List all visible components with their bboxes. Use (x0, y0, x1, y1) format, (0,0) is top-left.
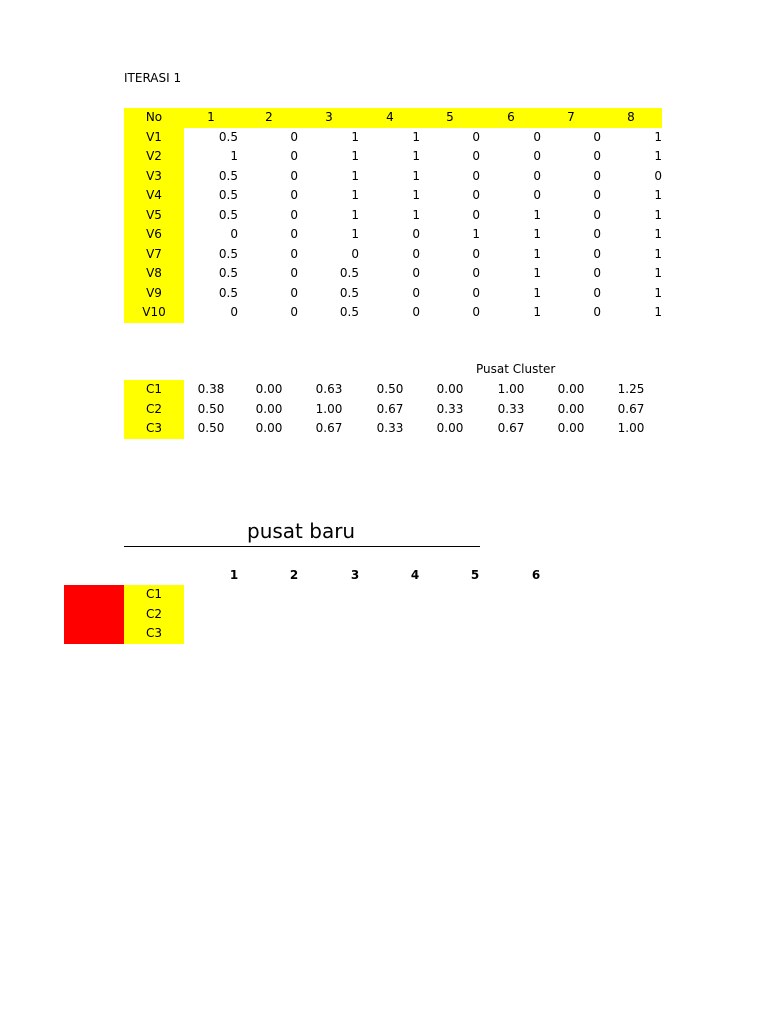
table-cell: 0.5 (218, 207, 238, 222)
row-label: V10 (142, 305, 166, 319)
center-value: 0.67 (376, 401, 404, 416)
center-value: 0.00 (557, 421, 585, 435)
table-cell: 1 (654, 305, 662, 319)
row-label: V3 (146, 168, 162, 183)
table-cell: 0.5 (218, 188, 238, 202)
center-value: 0.67 (497, 421, 525, 435)
table-cell: 0.5 (339, 266, 359, 280)
new-centers-title: pusat baru (247, 519, 356, 543)
table-cell: 0 (290, 129, 298, 144)
table-cell: 0 (593, 246, 601, 261)
table-cell: 0 (290, 246, 298, 261)
new-centers-underline (124, 546, 480, 547)
center-label: C3 (145, 421, 162, 435)
data-table-corner: No (145, 110, 163, 124)
column-header: 7 (567, 110, 575, 124)
center-value: 1.00 (497, 382, 525, 396)
center-value: 0.33 (376, 421, 404, 435)
column-header: 4 (386, 110, 394, 124)
table-cell: 1 (351, 149, 359, 163)
table-cell: 0 (593, 168, 601, 183)
table-cell: 0 (412, 305, 420, 319)
row-label: V8 (146, 266, 162, 280)
table-cell: 0 (412, 266, 420, 280)
table-cell: 0.5 (218, 285, 238, 300)
table-cell: 1 (533, 207, 541, 222)
table-cell: 0 (472, 168, 480, 183)
table-cell: 0 (593, 149, 601, 163)
table-cell: 1 (533, 266, 541, 280)
center-value: 0.50 (197, 421, 225, 435)
table-cell: 0 (533, 188, 541, 202)
table-cell: 1 (533, 305, 541, 319)
table-cell: 1 (533, 285, 541, 300)
table-cell: 0 (472, 188, 480, 202)
table-cell: 1 (412, 188, 420, 202)
column-header: 8 (627, 110, 635, 124)
new-center-label: C1 (145, 587, 162, 601)
table-cell: 0 (290, 305, 298, 319)
center-value: 0.00 (255, 421, 283, 435)
table-cell: 1 (654, 129, 662, 144)
center-value: 0.00 (255, 401, 283, 416)
table-cell: 1 (230, 149, 238, 163)
table-cell: 1 (412, 207, 420, 222)
center-label: C1 (145, 382, 162, 396)
table-cell: 0 (230, 305, 238, 319)
table-cell: 0 (472, 207, 480, 222)
center-value: 0.00 (557, 401, 585, 416)
table-cell: 0 (472, 149, 480, 163)
table-cell: 1 (472, 227, 480, 241)
table-cell: 1 (654, 207, 662, 222)
center-value: 0.38 (197, 382, 225, 396)
table-cell: 1 (654, 149, 662, 163)
new-column-header: 1 (229, 568, 239, 582)
table-cell: 0 (593, 188, 601, 202)
new-column-header: 6 (531, 568, 541, 582)
row-label: V5 (146, 207, 162, 222)
centers-title: Pusat Cluster (476, 362, 556, 376)
center-value: 0.00 (436, 421, 464, 435)
center-value: 0.33 (436, 401, 464, 416)
column-header: 2 (265, 110, 273, 124)
red-marker (64, 585, 124, 644)
table-cell: 1 (654, 246, 662, 261)
center-value: 0.67 (617, 401, 645, 416)
new-center-label: C2 (145, 606, 162, 621)
row-label: V4 (146, 188, 162, 202)
table-cell: 0 (290, 285, 298, 300)
center-value: 0.50 (197, 401, 225, 416)
table-cell: 0 (533, 168, 541, 183)
center-value: 1.25 (617, 382, 645, 396)
table-cell: 0 (290, 149, 298, 163)
table-cell: 1 (654, 285, 662, 300)
table-cell: 0.5 (339, 305, 359, 319)
table-cell: 1 (533, 227, 541, 241)
new-column-header: 5 (470, 568, 480, 582)
table-cell: 1 (351, 227, 359, 241)
table-cell: 0 (654, 168, 662, 183)
table-cell: 0 (290, 188, 298, 202)
row-label: V7 (146, 246, 162, 261)
center-value: 0.33 (497, 401, 525, 416)
table-cell: 0 (412, 246, 420, 261)
center-value: 0.00 (557, 382, 585, 396)
center-value: 0.50 (376, 382, 404, 396)
table-cell: 0 (593, 227, 601, 241)
table-cell: 0 (472, 266, 480, 280)
table-cell: 0.5 (218, 266, 238, 280)
table-cell: 0 (290, 207, 298, 222)
new-column-header: 3 (350, 568, 360, 582)
table-cell: 0 (593, 285, 601, 300)
center-value: 0.00 (255, 382, 283, 396)
iteration-title: ITERASI 1 (124, 71, 182, 85)
new-column-header: 4 (410, 568, 420, 582)
table-cell: 0 (472, 246, 480, 261)
new-column-header: 2 (289, 568, 299, 582)
table-cell: 0.5 (218, 168, 238, 183)
table-cell: 1 (412, 129, 420, 144)
table-cell: 1 (654, 227, 662, 241)
table-cell: 1 (351, 168, 359, 183)
table-cell: 1 (412, 149, 420, 163)
table-cell: 0 (290, 227, 298, 241)
table-cell: 0.5 (218, 246, 238, 261)
center-value: 1.00 (617, 421, 645, 435)
center-value: 0.63 (315, 382, 343, 396)
table-cell: 0 (290, 266, 298, 280)
table-cell: 1 (351, 129, 359, 144)
table-cell: 0 (593, 305, 601, 319)
column-header: 1 (207, 110, 215, 124)
table-cell: 0 (290, 168, 298, 183)
table-cell: 0 (533, 129, 541, 144)
table-cell: 0 (593, 129, 601, 144)
table-cell: 0 (351, 246, 359, 261)
column-header: 3 (325, 110, 333, 124)
table-cell: 0.5 (218, 129, 238, 144)
table-cell: 1 (412, 168, 420, 183)
table-cell: 0 (472, 305, 480, 319)
row-label: V2 (146, 149, 162, 163)
center-label: C2 (145, 401, 162, 416)
table-cell: 0 (533, 149, 541, 163)
table-cell: 0 (472, 129, 480, 144)
table-cell: 0 (472, 285, 480, 300)
table-cell: 1 (533, 246, 541, 261)
table-cell: 1 (351, 188, 359, 202)
table-cell: 0 (412, 227, 420, 241)
row-label: V1 (146, 129, 162, 144)
center-value: 0.00 (436, 382, 464, 396)
center-value: 1.00 (315, 401, 343, 416)
row-label: V6 (146, 227, 162, 241)
table-cell: 1 (351, 207, 359, 222)
column-header: 6 (507, 110, 515, 124)
table-cell: 0.5 (339, 285, 359, 300)
table-cell: 1 (654, 188, 662, 202)
table-cell: 0 (412, 285, 420, 300)
table-cell: 0 (593, 266, 601, 280)
new-center-label: C3 (145, 626, 162, 640)
row-label: V9 (146, 285, 162, 300)
column-header: 5 (446, 110, 454, 124)
table-cell: 0 (593, 207, 601, 222)
table-cell: 0 (230, 227, 238, 241)
center-value: 0.67 (315, 421, 343, 435)
table-cell: 1 (654, 266, 662, 280)
